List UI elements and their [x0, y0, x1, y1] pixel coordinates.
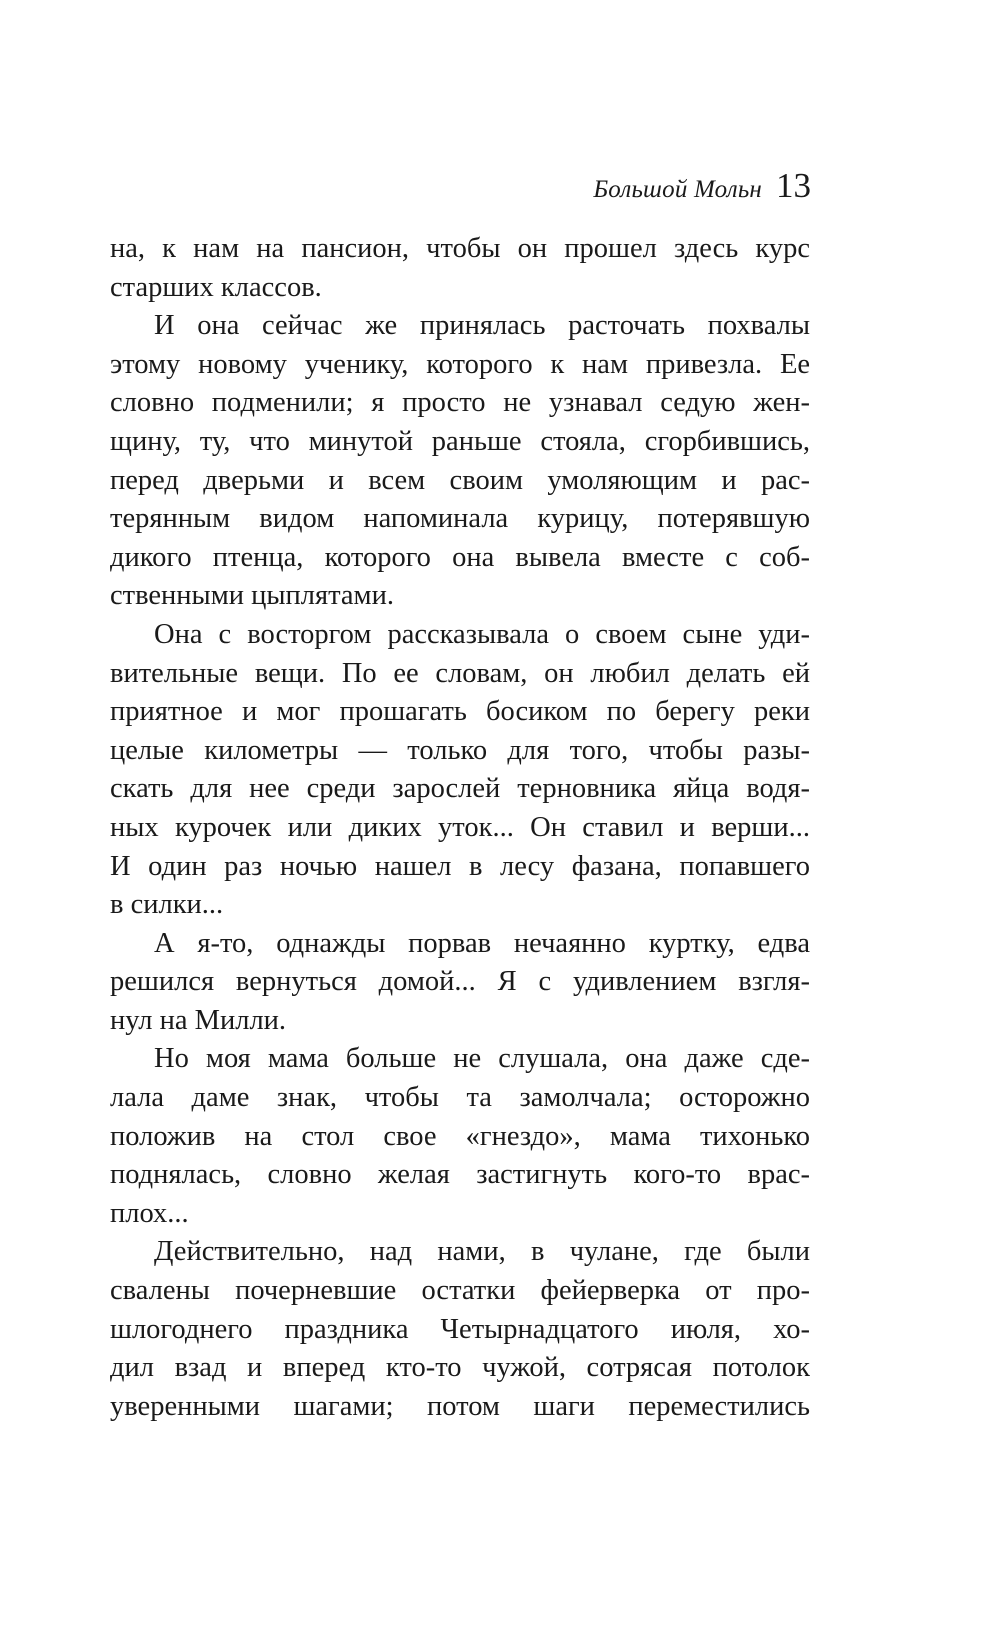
text-line: положив на стол свое «гнездо», мама тихонько	[110, 1120, 810, 1152]
text-line: перед дверьми и всем своим умоляющим и рас-	[110, 464, 810, 496]
text-line: ственными цыплятами.	[110, 580, 394, 612]
text-line: И она сейчас же принялась расточать похвалы	[154, 310, 810, 342]
body-text	[110, 230, 810, 1426]
running-title: Большой Мольн	[593, 176, 762, 203]
running-header	[593, 168, 811, 204]
text-line: поднялась, словно желая застигнуть кого-то врас-	[110, 1159, 810, 1191]
page-number: 13	[776, 166, 811, 205]
text-line: шлогоднего праздника Четырнадцатого июля, хо-	[110, 1313, 810, 1345]
text-line: Действительно, над нами, в чулане, где были	[154, 1236, 810, 1268]
text-line: вительные вещи. По ее словам, он любил делать ей	[110, 657, 810, 689]
text-line: щину, ту, что минутой раньше стояла, сгорбившись,	[110, 425, 810, 457]
paragraph	[110, 925, 810, 1041]
text-line: Она с восторгом рассказывала о своем сыне уди-	[154, 618, 810, 650]
text-line: терянным видом напоминала курицу, потерявшую	[110, 503, 810, 535]
paragraph	[110, 616, 810, 925]
text-line: плох...	[110, 1197, 189, 1229]
text-line: решился вернуться домой... Я с удивлением взгля-	[110, 966, 810, 998]
text-line: скать для нее среди зарослей терновника яйца водя-	[110, 773, 810, 805]
paragraph	[110, 1040, 810, 1233]
text-line: приятное и мог прошагать босиком по берегу реки	[110, 696, 810, 728]
text-line: лала даме знак, чтобы та замолчала; осторожно	[110, 1082, 810, 1114]
text-line: А я-то, однажды порвав нечаянно куртку, едва	[154, 927, 810, 959]
text-line: словно подменили; я просто не узнавал седую жен-	[110, 387, 810, 419]
text-line: целые километры — только для того, чтобы разы-	[110, 734, 810, 766]
text-line: в силки...	[110, 889, 224, 921]
text-line: ных курочек или диких уток... Он ставил и верши...	[110, 811, 810, 843]
paragraph	[110, 1233, 810, 1426]
text-line: на, к нам на пансион, чтобы он прошел здесь курс	[110, 233, 810, 264]
text-line: уверенными шагами; потом шаги переместились	[110, 1390, 810, 1422]
text-line: дикого птенца, которого она вывела вместе с соб-	[110, 541, 810, 573]
text-line: нул на Милли.	[110, 1004, 287, 1036]
text-line: свалены почерневшие остатки фейерверка от про-	[110, 1275, 810, 1307]
paragraph	[110, 230, 810, 307]
text-line: Но моя мама больше не слушала, она даже сде-	[154, 1043, 810, 1075]
text-line: И один раз ночью нашел в лесу фазана, попавшего	[110, 850, 810, 882]
text-line: старших классов.	[110, 271, 322, 303]
text-line: дил взад и вперед кто-то чужой, сотрясая потолок	[110, 1352, 810, 1384]
paragraph	[110, 307, 810, 616]
text-line: этому новому ученику, которого к нам привезла. Ее	[110, 348, 810, 380]
